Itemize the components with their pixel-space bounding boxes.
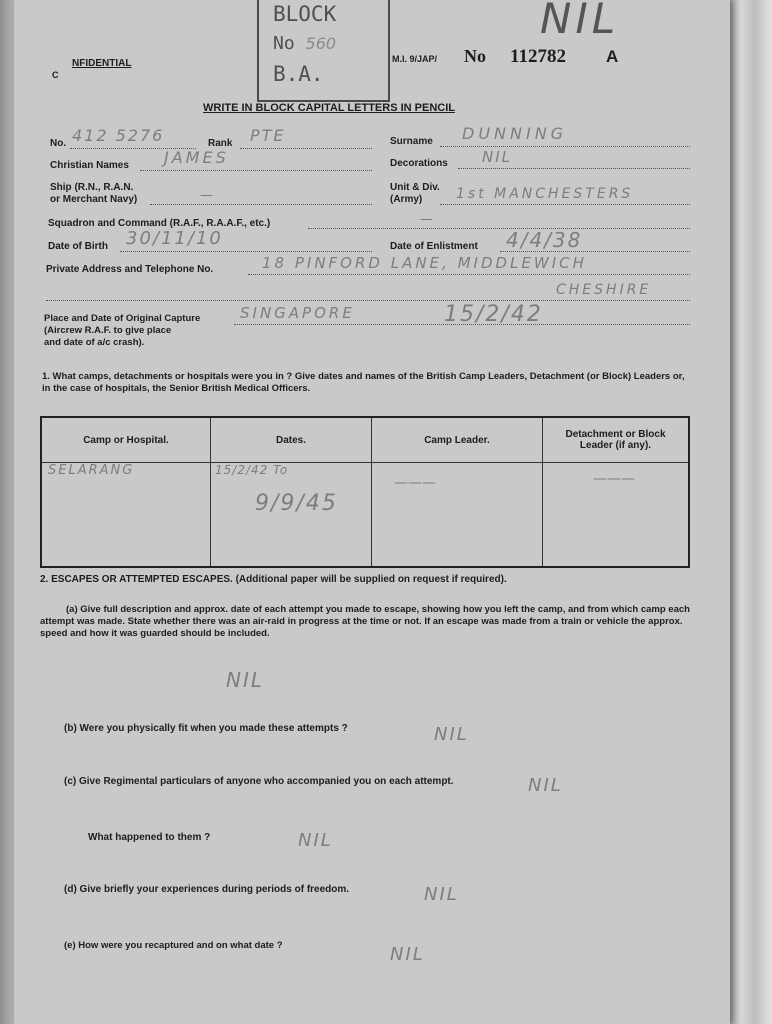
answer-c-followup: NIL xyxy=(298,830,333,851)
header-camp: Camp or Hospital. xyxy=(41,417,211,463)
rank-value: PTE xyxy=(250,126,286,145)
form-code: M.I. 9/JAP/ xyxy=(392,54,438,64)
address-value-line2: CHESHIRE xyxy=(556,282,652,298)
capture-label-line1: Place and Date of Original Capture xyxy=(44,313,201,324)
section1-question: 1. What camps, detachments or hospitals were you in ? Give dates and names of the British Camp Leaders, Detachment (or Block) Leaders or, in the case of hospitals, the Senior British Medical Officers. xyxy=(42,371,685,394)
detachment-leader-cell xyxy=(543,463,690,568)
question-e: (e) How were you recaptured and on what date ? xyxy=(64,940,283,951)
stamp-number: 560 xyxy=(305,34,337,53)
camp-value: SELARANG xyxy=(48,463,135,478)
address-label: Private Address and Telephone No. xyxy=(46,264,214,275)
camp-cell xyxy=(41,463,211,568)
unit-label-line1: Unit & Div. xyxy=(390,182,440,193)
enlistment-label: Date of Enlistment xyxy=(390,241,478,252)
dob-value: 30/11/10 xyxy=(126,228,223,249)
answer-a: NIL xyxy=(226,668,265,692)
ship-label-line1: Ship (R.N., R.A.N. xyxy=(50,182,134,193)
unit-label-line2: (Army) xyxy=(390,194,423,205)
surname-label: Surname xyxy=(390,136,433,147)
no-label: No. xyxy=(50,138,67,149)
ship-label xyxy=(50,182,137,206)
form-number: 112782 xyxy=(510,46,566,67)
camp-leader-cell xyxy=(372,463,543,568)
answer-b: NIL xyxy=(434,724,469,745)
dates-value-2: 9/9/45 xyxy=(255,491,338,516)
question-c-followup: What happened to them ? xyxy=(88,832,211,843)
camps-table-header-row xyxy=(41,417,689,463)
underlying-sheet-edge xyxy=(728,0,772,1024)
page-left-edge xyxy=(0,0,14,1024)
capture-label-line3: and date of a/c crash). xyxy=(44,337,145,348)
dates-cell xyxy=(211,463,372,568)
answer-d: NIL xyxy=(424,884,459,905)
question-a: (a) Give full description and approx. date of each attempt you made to escape, showing how you left the camp, and from which camp each attempt was made. State whether there was an air-raid in progress at the time or not. If an escape was made from a train or vehicle the approx. speed and how it was guarded should be included. xyxy=(40,604,690,639)
table-row xyxy=(41,463,689,568)
c-mark: C xyxy=(52,70,59,80)
christian-names-value: JAMES xyxy=(164,148,229,167)
answer-e: NIL xyxy=(390,944,425,965)
decorations-value: NIL xyxy=(482,148,513,166)
surname-value: DUNNING xyxy=(462,124,568,143)
ship-value: — xyxy=(200,188,215,203)
enlistment-value: 4/4/38 xyxy=(506,228,583,252)
number-label: No xyxy=(464,46,486,66)
header-dates: Dates. xyxy=(211,417,372,463)
section2-heading: 2. ESCAPES OR ATTEMPTED ESCAPES. (Additional paper will be supplied on request if required). xyxy=(40,574,507,585)
stamp-no: No 560 xyxy=(273,33,337,54)
address-value-line1: 18 PINFORD LANE, MIDDLEWICH xyxy=(262,254,587,272)
squadron-label: Squadron and Command (R.A.F., R.A.A.F., etc.) xyxy=(48,218,271,229)
detachment-leader-value: ——— xyxy=(593,471,635,487)
decorations-label: Decorations xyxy=(390,158,448,169)
nil-top-handwritten: NIL xyxy=(540,0,620,43)
header-camp-leader: Camp Leader. xyxy=(372,417,543,463)
question-d: (d) Give briefly your experiences during periods of freedom. xyxy=(64,884,350,895)
squadron-value: — xyxy=(420,212,435,227)
no-value: 412 5276 xyxy=(72,126,165,145)
question-b: (b) Were you physically fit when you made these attempts ? xyxy=(64,723,348,734)
dates-value-1: 15/2/42 To xyxy=(215,463,289,477)
christian-names-label: Christian Names xyxy=(50,160,129,171)
dob-label: Date of Birth xyxy=(48,241,108,252)
stamp-block: BLOCK xyxy=(273,2,337,26)
capture-place: SINGAPORE xyxy=(240,304,355,322)
ship-label-line2: or Merchant Navy) xyxy=(50,194,138,205)
question-c: (c) Give Regimental particulars of anyone who accompanied you on each attempt. xyxy=(64,776,454,787)
block-stamp xyxy=(257,0,390,102)
answer-c: NIL xyxy=(528,775,563,796)
camps-table xyxy=(40,416,690,568)
capture-label-line2: (Aircrew R.A.F. to give place xyxy=(44,325,172,336)
capture-label xyxy=(44,313,200,349)
capture-date: 15/2/42 xyxy=(444,302,543,327)
unit-value: 1st MANCHESTERS xyxy=(456,186,634,202)
unit-label xyxy=(390,182,440,206)
rank-label: Rank xyxy=(208,138,233,149)
camp-leader-value: ——— xyxy=(394,475,436,491)
instruction-heading: WRITE IN BLOCK CAPITAL LETTERS IN PENCIL xyxy=(203,102,455,114)
header-detachment-leader: Detachment or Block Leader (if any). xyxy=(543,417,690,463)
confidential-label: NFIDENTIAL xyxy=(72,58,132,69)
stamp-ba: B.A. xyxy=(273,62,324,86)
form-suffix: A xyxy=(606,47,619,66)
